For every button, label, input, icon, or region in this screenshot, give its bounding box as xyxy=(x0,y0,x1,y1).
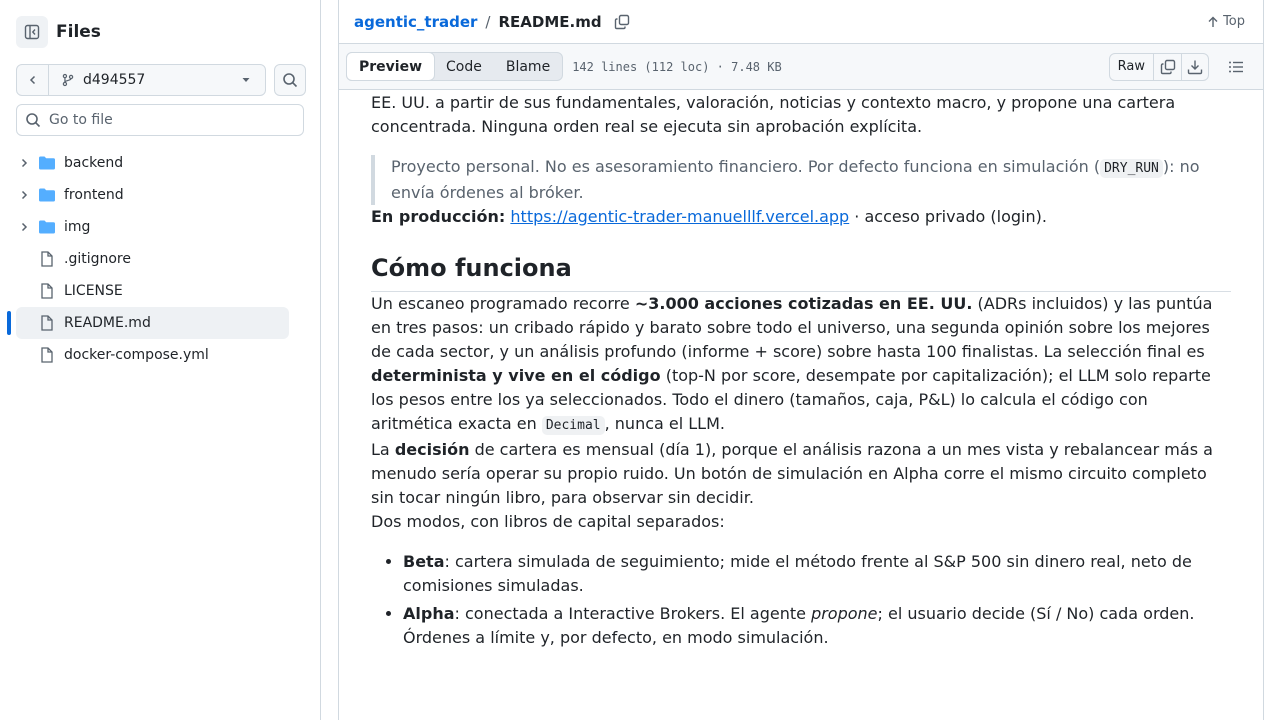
branch-group xyxy=(16,64,266,96)
copy-icon xyxy=(614,14,630,30)
text: (top-N por score, desempate por capitalización); el LLM solo reparte los pesos entre los ya seleccionados. Todo el dinero (tamaños, caja, P&L) lo calcula el código con aritmética exacta en xyxy=(371,366,1211,433)
tree-item-license[interactable] xyxy=(16,275,289,307)
list-unordered-icon xyxy=(1228,59,1244,75)
search-icon xyxy=(25,112,41,128)
folder-icon xyxy=(38,219,56,235)
tree-item-backend[interactable] xyxy=(16,147,289,179)
chevron-right-icon[interactable] xyxy=(16,221,32,233)
list-item-beta xyxy=(403,550,1231,598)
collapse-sidebar-button[interactable] xyxy=(16,16,48,48)
search-icon xyxy=(282,72,298,88)
list-item-alpha xyxy=(403,602,1231,650)
tree-item-gitignore[interactable] xyxy=(16,243,289,275)
text-italic: propone xyxy=(811,604,878,623)
paragraph-modes: Dos modos, con libros de capital separados: xyxy=(371,512,725,531)
tree-item-label: frontend xyxy=(64,187,124,203)
go-to-file-input[interactable] xyxy=(49,112,289,128)
branch-row xyxy=(16,64,306,96)
tab-code[interactable]: Code xyxy=(446,58,482,75)
sidebar-title: Files xyxy=(56,22,101,42)
tree-item-label: backend xyxy=(64,155,124,171)
file-icon xyxy=(38,347,56,363)
branch-name: d494557 xyxy=(83,72,146,88)
arrow-up-icon xyxy=(1207,16,1219,28)
text: : cartera simulada de seguimiento; mide el método frente al S&P 500 sin dinero real, neto de comisiones simuladas. xyxy=(403,552,1192,595)
git-branch-icon xyxy=(61,73,75,87)
download-icon xyxy=(1187,59,1203,75)
file-icon xyxy=(38,315,56,331)
top-label: Top xyxy=(1223,14,1245,29)
text-bold: Beta xyxy=(403,552,445,571)
text: La xyxy=(371,440,395,459)
raw-button[interactable]: Raw xyxy=(1110,54,1154,80)
paragraph-decision xyxy=(371,438,1231,510)
file-icon xyxy=(38,283,56,299)
search-files-button[interactable] xyxy=(274,64,306,96)
text: de cartera es mensual (día 1), porque el análisis razona a un mes vista y rebalancear más a menudo sería operar su propio ruido. Un botón de simulación en Alpha corre el mismo circuito completo sin tocar ningún libro, para observar sin decidir. xyxy=(371,440,1213,507)
breadcrumb-repo-link[interactable]: agentic_trader xyxy=(354,12,478,31)
text: (ADRs incluidos) y las puntúa en tres pasos: un cribado rápido y barato sobre todo el universo, una segunda opinión sobre los mejores de cada sector, y un análisis profundo (informe + score) sobre hasta 100 finalistas. La selección final es xyxy=(371,294,1213,361)
readme-intro: EE. UU. a partir de sus fundamentales, valoración, noticias y contexto macro, y propone una cartera concentrada. Ninguna orden real se ejecuta sin aprobación explícita. xyxy=(371,93,1176,136)
go-to-file-field[interactable] xyxy=(16,104,304,136)
chevron-right-icon[interactable] xyxy=(16,189,32,201)
outline-button[interactable] xyxy=(1221,53,1251,81)
sidebar-collapse-icon xyxy=(24,24,40,40)
tree-item-label: .gitignore xyxy=(64,251,131,267)
inline-code-dry-run: DRY_RUN xyxy=(1100,159,1163,178)
breadcrumb-file-name: README.md xyxy=(498,12,602,31)
tab-preview[interactable]: Preview xyxy=(346,52,435,81)
text: : conectada a Interactive Brokers. El agente xyxy=(454,604,812,623)
file-icon xyxy=(38,251,56,267)
file-tree xyxy=(16,147,289,371)
text: ; el usuario decide (Sí / No) cada orden. Órdenes a límite y, por defecto, en modo simulación. xyxy=(403,604,1195,647)
raw-actions-group xyxy=(1109,53,1209,81)
inline-code-decimal: Decimal xyxy=(542,416,605,435)
breadcrumb xyxy=(339,0,1263,44)
folder-icon xyxy=(38,187,56,203)
tree-item-label: docker-compose.yml xyxy=(64,347,209,363)
copy-raw-button[interactable] xyxy=(1154,54,1181,80)
tree-item-frontend[interactable] xyxy=(16,179,289,211)
section-heading: Cómo funciona xyxy=(371,253,1231,292)
quote-text-a: Proyecto personal. No es asesoramiento financiero. Por defecto funciona en simulación ( xyxy=(391,157,1101,176)
back-button[interactable] xyxy=(17,65,49,95)
file-toolbar xyxy=(339,44,1263,90)
tree-item-img[interactable] xyxy=(16,211,289,243)
branch-selector[interactable] xyxy=(49,65,265,95)
disclaimer-quote xyxy=(371,155,1231,205)
file-actions xyxy=(1109,53,1251,81)
text: Un escaneo programado recorre xyxy=(371,294,635,313)
copy-icon xyxy=(1160,59,1176,75)
file-tree-sidebar xyxy=(0,0,320,720)
tree-item-label: img xyxy=(64,219,91,235)
view-mode-tabs xyxy=(346,52,563,81)
sidebar-divider[interactable] xyxy=(320,0,321,720)
text-bold: ~3.000 acciones cotizadas en EE. UU. xyxy=(634,294,973,313)
chevron-left-icon xyxy=(27,74,39,86)
tree-item-label: README.md xyxy=(64,315,151,331)
scroll-top-button[interactable] xyxy=(1207,14,1245,29)
modes-list xyxy=(371,550,1231,650)
text-bold: Alpha xyxy=(403,604,455,623)
file-viewer xyxy=(338,0,1264,720)
folder-icon xyxy=(38,155,56,171)
quote-text-b: ): no envía órdenes al bróker. xyxy=(391,157,1200,202)
caret-down-icon xyxy=(241,75,251,85)
file-meta: 142 lines (112 loc) · 7.48 KB xyxy=(572,59,782,74)
production-suffix: · acceso privado (login). xyxy=(849,207,1047,226)
production-label: En producción: xyxy=(371,207,506,226)
tree-item-label: LICENSE xyxy=(64,283,123,299)
copy-path-button[interactable] xyxy=(614,14,630,30)
text-bold: determinista y vive en el código xyxy=(371,366,661,385)
paragraph-scan xyxy=(371,292,1231,438)
chevron-right-icon[interactable] xyxy=(16,157,32,169)
text-bold: decisión xyxy=(394,440,470,459)
text: , nunca el LLM. xyxy=(604,414,725,433)
readme-content xyxy=(371,91,1231,654)
tree-item-readme[interactable] xyxy=(16,307,289,339)
production-line xyxy=(371,205,1231,229)
download-button[interactable] xyxy=(1181,54,1208,80)
production-url-link[interactable]: https://agentic-trader-manuelllf.vercel.app xyxy=(510,207,850,226)
tab-blame[interactable]: Blame xyxy=(505,58,551,75)
breadcrumb-separator: / xyxy=(485,12,491,31)
tree-item-docker-compose[interactable] xyxy=(16,339,289,371)
sidebar-header xyxy=(16,16,101,48)
